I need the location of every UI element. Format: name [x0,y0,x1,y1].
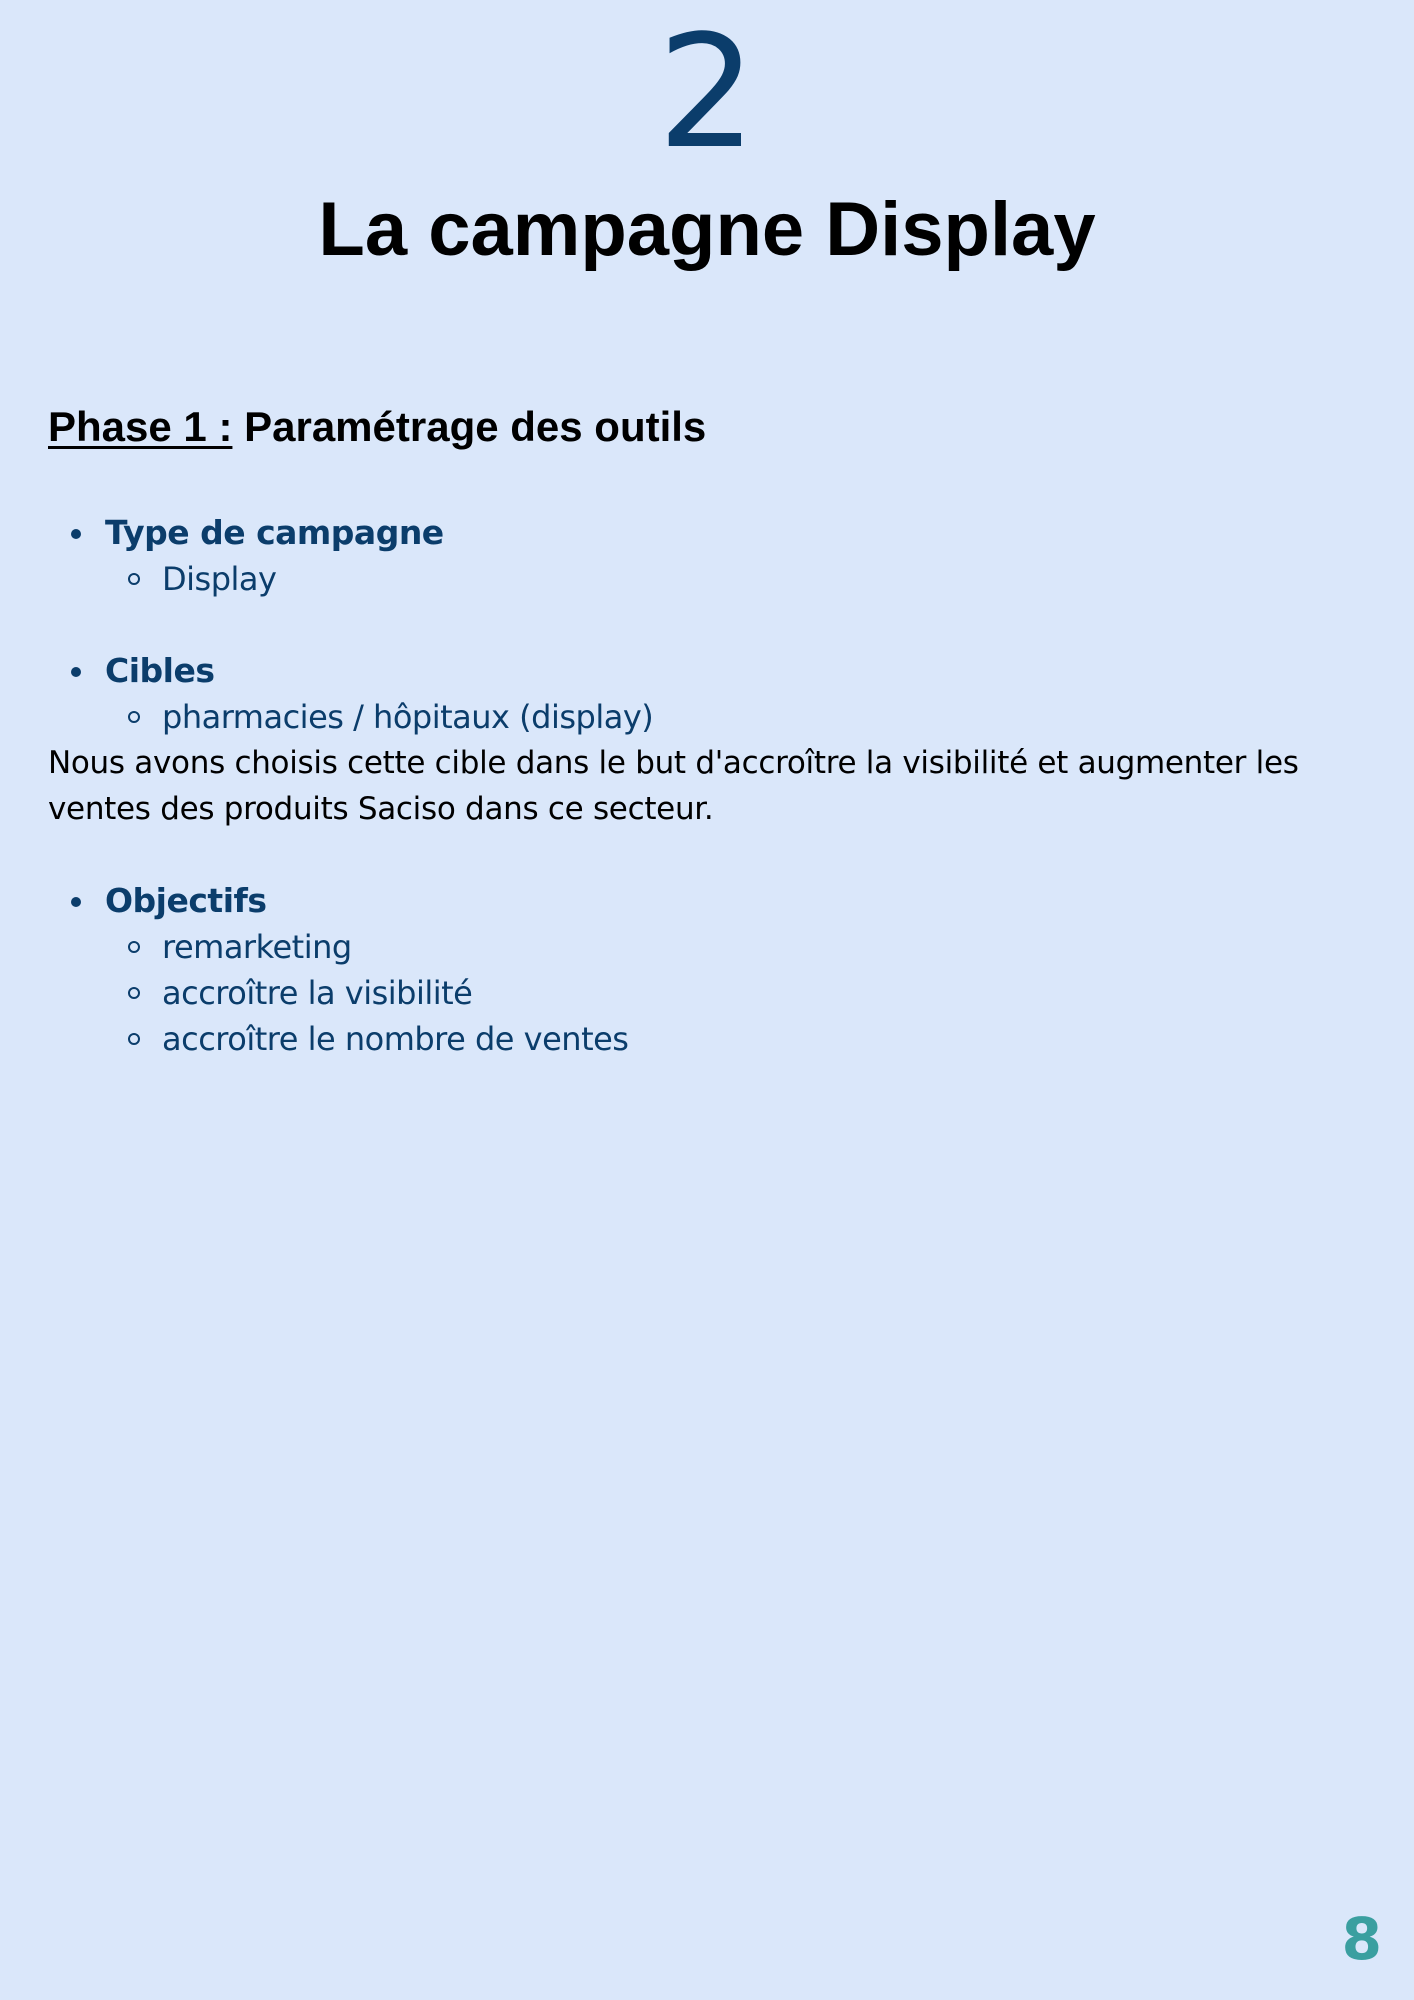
sub-list-item [48,1016,1388,1062]
bullet-icon [71,897,81,907]
list-item-objectifs [48,878,1388,924]
page-number: 8 [1341,1905,1382,1973]
bullet-icon [71,667,81,677]
list-heading: Objectifs [105,881,267,920]
body-paragraph: Nous avons choisis cette cible dans le but d'accroître la visibilité et augmenter les ventes des produits Saciso dans ce secteur. [48,745,1299,827]
page-title: La campagne Display [318,187,1096,272]
circle-bullet-icon [128,987,140,999]
sub-list-text: pharmacies / hôpitaux (display) [162,698,654,736]
sub-list-item [48,970,1388,1016]
circle-bullet-icon [128,941,140,953]
phase-heading [48,402,706,452]
content-section [48,510,1388,1062]
circle-bullet-icon [128,1033,140,1045]
phase-title: Paramétrage des outils [244,403,707,450]
circle-bullet-icon [128,573,140,585]
phase-label: Phase 1 : [48,403,233,450]
sub-list-item [48,556,1388,602]
sub-list-text: remarketing [162,928,352,966]
list-item-cibles [48,648,1388,694]
sub-list-text: Display [162,560,277,598]
chapter-number: 2 [657,1,757,183]
sub-list-text: accroître la visibilité [162,974,473,1012]
list-heading: Type de campagne [105,513,444,552]
circle-bullet-icon [128,711,140,723]
sub-list-text: accroître le nombre de ventes [162,1020,629,1058]
sub-list-item [48,924,1388,970]
list-item-type-de-campagne [48,510,1388,556]
list-heading: Cibles [105,651,215,690]
bullet-icon [71,529,81,539]
sub-list-item [48,694,1388,740]
